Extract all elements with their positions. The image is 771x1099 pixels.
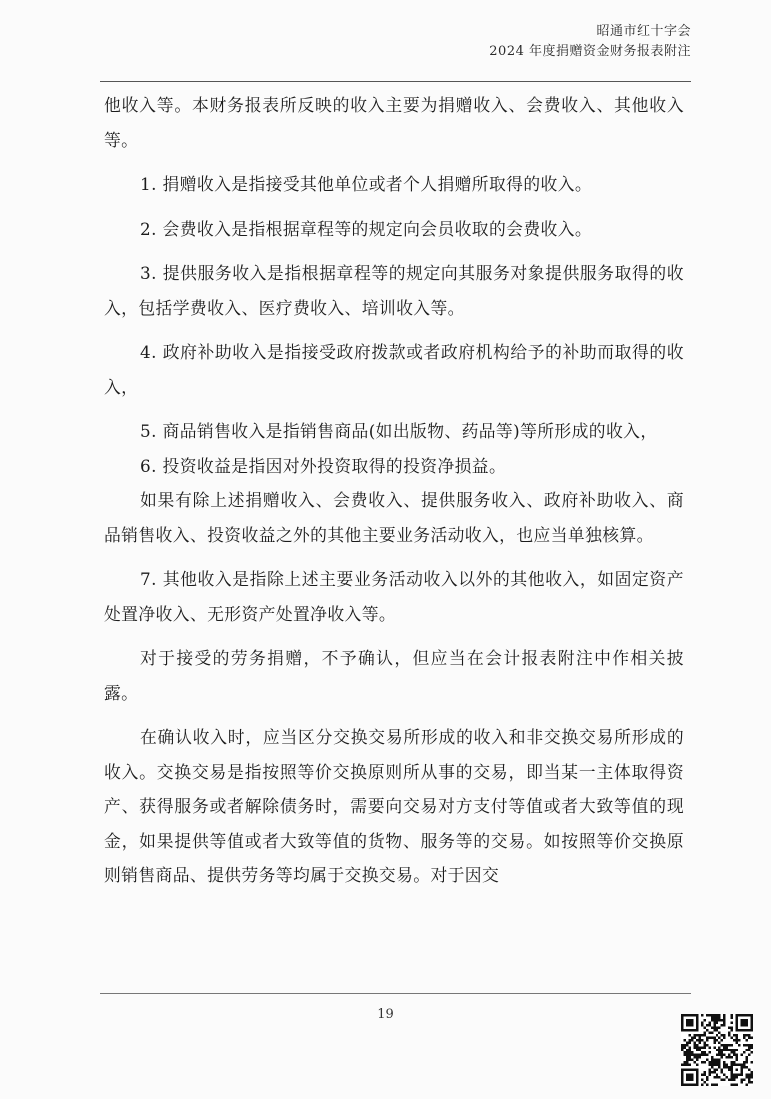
footer-divider xyxy=(100,993,691,994)
paragraph: 4. 政府补助收入是指接受政府拨款或者政府机构给予的补助而取得的收入， xyxy=(104,342,684,397)
paragraph: 3. 提供服务收入是指根据章程等的规定向其服务对象提供服务取得的收入，包括学费收入、医疗费收入、培训收入等。 xyxy=(104,263,684,318)
header-report-title: 2024 年度捐赠资金财务报表附注 xyxy=(489,44,691,59)
paragraph: 6. 投资收益是指因对外投资取得的投资净损益。 xyxy=(140,455,507,476)
header-organization: 昭通市红十字会 xyxy=(596,24,691,39)
paragraph: 在确认收入时，应当区分交换交易所形成的收入和非交换交易所形成的收入。交换交易是指按照等价交换原则所从事的交易，即当某一主体取得资产、获得服务或者解除债务时，需要向交易对方支付等值或者大致等值的现金，如果提供等值或者大致等值的货物、服务等的交易。如按照等价交换原则销售商品、提供劳务等均属于交换交易。对于因交 xyxy=(104,727,684,885)
paragraph: 他收入等。本财务报表所反映的收入主要为捐赠收入、会费收入、其他收入等。 xyxy=(104,95,684,150)
document-body xyxy=(104,88,684,893)
paragraph: 5. 商品销售收入是指销售商品(如出版物、药品等)等所形成的收入， xyxy=(140,421,658,441)
paragraph: 如果有除上述捐赠收入、会费收入、提供服务收入、政府补助收入、商品销售收入、投资收益之外的其他主要业务活动收入，也应当单独核算。 xyxy=(104,490,684,545)
paragraph: 1. 捐赠收入是指接受其他单位或者个人捐赠所取得的收入。 xyxy=(140,174,593,194)
paragraph: 对于接受的劳务捐赠，不予确认，但应当在会计报表附注中作相关披露。 xyxy=(104,648,684,703)
qr-code-icon xyxy=(681,1014,753,1086)
header-divider xyxy=(100,81,691,82)
paragraph: 2. 会费收入是指根据章程等的规定向会员收取的会费收入。 xyxy=(140,218,593,239)
page-number: 19 xyxy=(377,1007,394,1022)
paragraph: 7. 其他收入是指除上述主要业务活动收入以外的其他收入，如固定资产处置净收入、无形资产处置净收入等。 xyxy=(104,569,684,624)
